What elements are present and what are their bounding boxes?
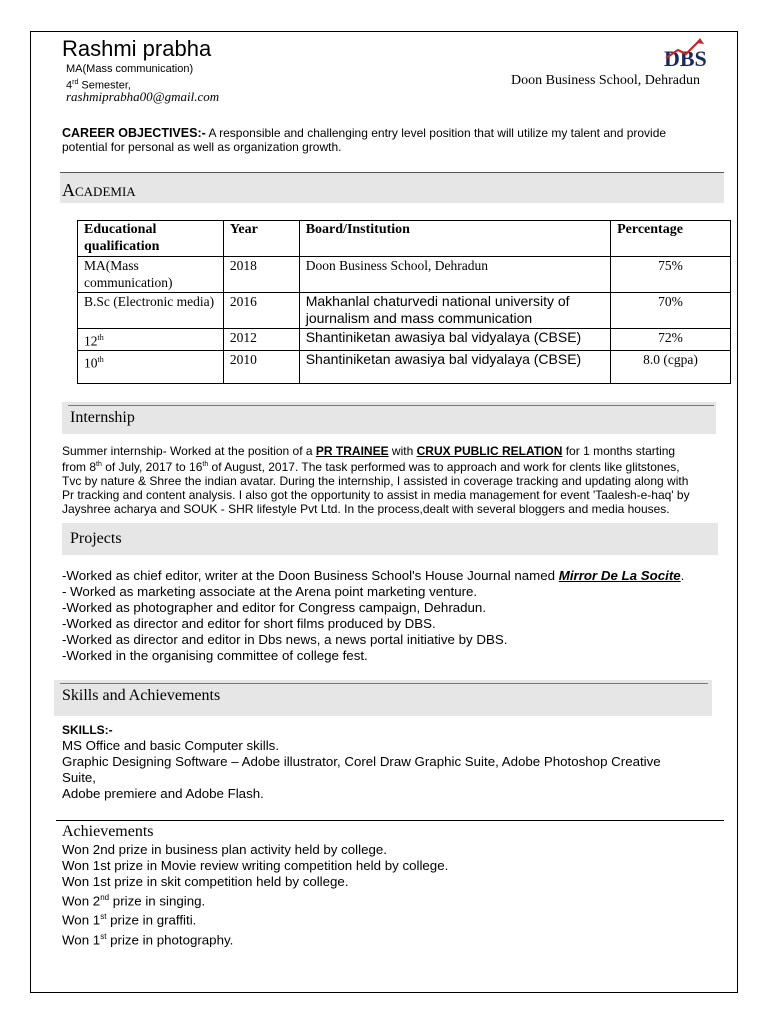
career-objectives: CAREER OBJECTIVES:- A responsible and challenging entry level position that will utilize my talent and provide potential for personal as well as organization growth. bbox=[62, 126, 667, 154]
row-year: 2010 bbox=[223, 350, 299, 384]
table-row bbox=[78, 293, 731, 329]
skills-title: Skills and Achievements bbox=[62, 687, 221, 704]
projects-list bbox=[62, 568, 726, 664]
header-percentage: Percentage bbox=[611, 221, 731, 257]
row-percentage: 8.0 (cgpa) bbox=[611, 350, 731, 384]
list-item: Won 2nd prize in singing. bbox=[62, 893, 206, 909]
row-board: Doon Business School, Dehradun bbox=[299, 257, 610, 293]
row-board: Makhanlal chaturvedi national university of journalism and mass communication bbox=[299, 293, 610, 329]
degree-line: MA(Mass communication) bbox=[66, 63, 194, 75]
internship-band bbox=[62, 402, 716, 434]
semester-line: 4rd Semester, bbox=[66, 79, 131, 92]
academia-title: Academia bbox=[62, 180, 136, 200]
projects-title: Projects bbox=[70, 530, 122, 547]
school-name: Doon Business School, Dehradun bbox=[511, 73, 700, 88]
header-qualification: Educational qualification bbox=[78, 221, 224, 257]
list-item: Won 1st prize in skit competition held by college. bbox=[62, 874, 349, 889]
row-percentage: 72% bbox=[611, 329, 731, 351]
row-board: Shantiniketan awasiya bal vidyalaya (CBSE) bbox=[299, 350, 610, 384]
list-item: Adobe premiere and Adobe Flash. bbox=[62, 786, 264, 801]
header-board: Board/Institution bbox=[299, 221, 610, 257]
projects-band bbox=[62, 523, 718, 555]
achievements-title: Achievements bbox=[62, 823, 154, 840]
divider bbox=[60, 683, 708, 684]
list-item: -Worked as chief editor, writer at the Doon Business School's House Journal named Mirror De La Socite. bbox=[62, 568, 685, 583]
company-name: CRUX PUBLIC RELATION bbox=[416, 444, 563, 458]
row-board: Shantiniketan awasiya bal vidyalaya (CBSE) bbox=[299, 329, 610, 351]
row-percentage: 70% bbox=[611, 293, 731, 329]
svg-text:DBS: DBS bbox=[664, 46, 707, 71]
achievements-list bbox=[62, 842, 726, 948]
list-item: Won 2nd prize in business plan activity held by college. bbox=[62, 842, 387, 857]
list-item: Won 1st prize in Movie review writing competition held by college. bbox=[62, 858, 449, 873]
list-item: MS Office and basic Computer skills. bbox=[62, 738, 280, 753]
list-item: - Worked as marketing associate at the Arena point marketing venture. bbox=[62, 584, 478, 599]
list-item: Won 1st prize in graffiti. bbox=[62, 912, 197, 928]
table-row bbox=[78, 257, 731, 293]
internship-title: Internship bbox=[70, 409, 135, 426]
career-label: CAREER OBJECTIVES:- bbox=[62, 126, 206, 140]
table-row bbox=[78, 329, 731, 351]
list-item: Graphic Designing Software – Adobe illustrator, Corel Draw Graphic Suite, Adobe Photoshop Creative bbox=[62, 754, 661, 769]
row-percentage: 75% bbox=[611, 257, 731, 293]
row-qualification: B.Sc (Electronic media) bbox=[78, 293, 224, 329]
pr-trainee: PR TRAINEE bbox=[315, 444, 389, 458]
table-header-row bbox=[78, 221, 731, 257]
divider bbox=[68, 405, 714, 406]
list-item: Suite, bbox=[62, 770, 97, 785]
row-year: 2018 bbox=[223, 257, 299, 293]
journal-name: Mirror De La Socite bbox=[558, 568, 681, 583]
skills-label: SKILLS:- bbox=[62, 723, 113, 737]
internship-text: Summer internship- Worked at the position of a PR TRAINEE with CRUX PUBLIC RELATION for 1 months starting from 8th of July, 2017 to 16th of August, 2017. The task performed was to approach and work for clents like glitstones, Tvc by nature & Shree the indian avatar. During the internship, I assisted in coverage tracking and updating along with Pr tracking and content analysis. I also got the opportunity to assist in media management for event 'Taalesh-e-haq' by Jayshree acharya and SOUK - SHR lifestyle Pvt Ltd. In the process,dealt with several bloggers and media houses. bbox=[62, 444, 690, 516]
skills-list bbox=[62, 738, 726, 802]
list-item: -Worked as director and editor for short films produced by DBS. bbox=[62, 616, 436, 631]
row-year: 2012 bbox=[223, 329, 299, 351]
list-item: Won 1st prize in photography. bbox=[62, 931, 234, 948]
list-item: -Worked in the organising committee of college fest. bbox=[62, 648, 368, 663]
divider bbox=[56, 820, 724, 821]
list-item: -Worked as photographer and editor for Congress campaign, Dehradun. bbox=[62, 600, 487, 615]
row-qualification: 10th bbox=[78, 350, 224, 384]
header-year: Year bbox=[223, 221, 299, 257]
row-year: 2016 bbox=[223, 293, 299, 329]
row-qualification: MA(Mass communication) bbox=[78, 257, 224, 293]
email-link[interactable]: rashmiprabha00@gmail.com bbox=[66, 89, 220, 104]
list-item: -Worked as director and editor in Dbs news, a news portal initiative by DBS. bbox=[62, 632, 508, 647]
dbs-logo bbox=[660, 36, 716, 72]
row-qualification: 12th bbox=[78, 329, 224, 351]
academia-table bbox=[77, 220, 731, 384]
table-row bbox=[78, 350, 731, 384]
candidate-name: Rashmi prabha bbox=[62, 36, 212, 61]
academia-band bbox=[60, 173, 724, 203]
